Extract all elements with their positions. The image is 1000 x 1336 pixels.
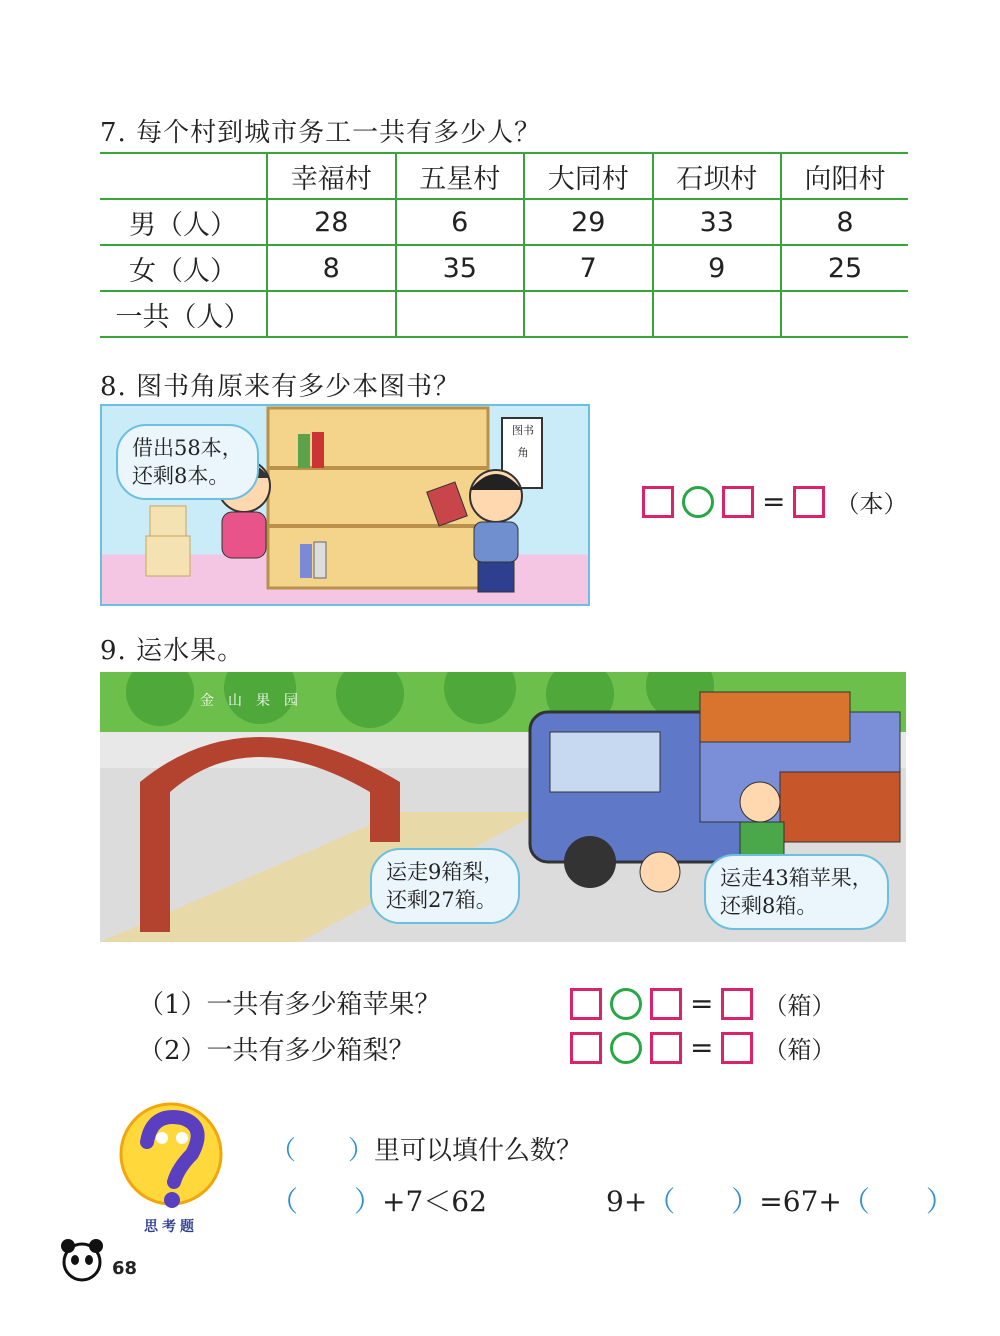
row-label: 男（人） — [100, 199, 267, 245]
think-expr2 — [606, 1180, 954, 1220]
col-header: 五星村 — [396, 153, 525, 199]
answer-box[interactable] — [722, 486, 754, 518]
q8-title: 8. 图书角原来有多少本图书？ — [100, 372, 461, 402]
answer-box[interactable] — [570, 988, 602, 1020]
speech-bubble — [116, 424, 259, 500]
table-cell: 25 — [781, 245, 908, 291]
unit-label: （箱） — [763, 1036, 836, 1064]
answer-box[interactable] — [793, 486, 825, 518]
bubble-text: 还剩27箱。 — [386, 888, 497, 912]
operator-circle[interactable] — [682, 486, 714, 518]
library-corner-illustration — [100, 404, 590, 606]
q7-title: 7. 每个村到城市务工一共有多少人？ — [100, 118, 542, 148]
q9-equation-1 — [570, 986, 835, 1021]
table-row — [100, 199, 908, 245]
badge-label: 思考题 — [144, 1219, 198, 1235]
migrant-table — [100, 152, 908, 338]
operator-circle[interactable] — [610, 988, 642, 1020]
table-cell: 29 — [524, 199, 653, 245]
answer-cell[interactable] — [524, 291, 653, 337]
answer-box[interactable] — [650, 988, 682, 1020]
prompt-text: 里可以填什么数？ — [374, 1136, 583, 1166]
table-cell: 28 — [267, 199, 396, 245]
table-cell: 8 — [781, 199, 908, 245]
q8-equation — [642, 484, 907, 519]
q9-equation-2 — [570, 1030, 835, 1065]
book-icon — [300, 544, 312, 578]
bubble-text: 运走43箱苹果， — [720, 866, 873, 890]
blank-paren[interactable]: （ ） — [270, 1136, 375, 1166]
chair — [150, 506, 186, 536]
answer-cell[interactable] — [267, 291, 396, 337]
table-corner-cell — [100, 153, 267, 199]
expression-text: =67+ — [759, 1185, 842, 1218]
child-figure — [640, 852, 680, 892]
book-icon — [314, 542, 326, 578]
table-cell: 8 — [267, 245, 396, 291]
unit-label: （箱） — [763, 992, 836, 1020]
equals-sign: = — [690, 987, 714, 1020]
answer-box[interactable] — [721, 988, 753, 1020]
blank-paren[interactable]: （ ） — [270, 1185, 383, 1218]
table-row — [100, 291, 908, 337]
answer-cell[interactable] — [396, 291, 525, 337]
think-prompt — [270, 1130, 582, 1167]
bubble-text: 还剩8本。 — [132, 464, 230, 488]
q9-sub2: （2）一共有多少箱梨？ — [138, 1036, 415, 1066]
table-cell: 35 — [396, 245, 525, 291]
row-label: 一共（人） — [100, 291, 267, 337]
equals-sign: = — [762, 485, 786, 518]
answer-cell[interactable] — [653, 291, 782, 337]
table-cell: 6 — [396, 199, 525, 245]
col-header: 幸福村 — [267, 153, 396, 199]
page-number: 68 — [112, 1258, 138, 1279]
bubble-text: 借出58本， — [132, 436, 243, 460]
col-header: 石坝村 — [653, 153, 782, 199]
bubble-text: 运走9箱梨， — [386, 860, 505, 884]
table-header-row — [100, 153, 908, 199]
fruit-crates — [780, 772, 900, 842]
q9-sub1: （1）一共有多少箱苹果？ — [138, 990, 441, 1020]
expression-text: 9+ — [606, 1185, 648, 1218]
blank-paren[interactable]: （ ） — [647, 1185, 760, 1218]
answer-box[interactable] — [570, 1032, 602, 1064]
table-cell: 9 — [653, 245, 782, 291]
equals-sign: = — [690, 1031, 714, 1064]
blank-paren[interactable]: （ ） — [841, 1185, 954, 1218]
think-expr1 — [270, 1180, 487, 1220]
man-figure — [740, 782, 780, 822]
table-cell: 33 — [653, 199, 782, 245]
question-mark-icon — [112, 1102, 230, 1212]
answer-box[interactable] — [650, 1032, 682, 1064]
speech-bubble-apples — [704, 854, 889, 930]
table-cell: 7 — [524, 245, 653, 291]
fruit-crates — [700, 692, 850, 742]
answer-cell[interactable] — [781, 291, 908, 337]
fruit-orchard-illustration — [100, 672, 906, 942]
unit-label: （本） — [835, 490, 908, 518]
expression-text: +7＜62 — [382, 1185, 487, 1218]
answer-box[interactable] — [721, 1032, 753, 1064]
table-row — [100, 245, 908, 291]
col-header: 向阳村 — [781, 153, 908, 199]
q9-title: 9. 运水果。 — [100, 636, 245, 666]
operator-circle[interactable] — [610, 1032, 642, 1064]
panda-icon — [58, 1236, 106, 1288]
book-icon — [298, 434, 310, 468]
gate-sign: 金山果园 — [200, 693, 312, 709]
book-icon — [312, 432, 324, 468]
speech-bubble-pears — [370, 848, 520, 924]
answer-box[interactable] — [642, 486, 674, 518]
bubble-text: 还剩8箱。 — [720, 894, 818, 918]
row-label: 女（人） — [100, 245, 267, 291]
library-sign-text: 图书角 — [512, 424, 534, 459]
col-header: 大同村 — [524, 153, 653, 199]
thinking-question-badge — [112, 1102, 230, 1234]
